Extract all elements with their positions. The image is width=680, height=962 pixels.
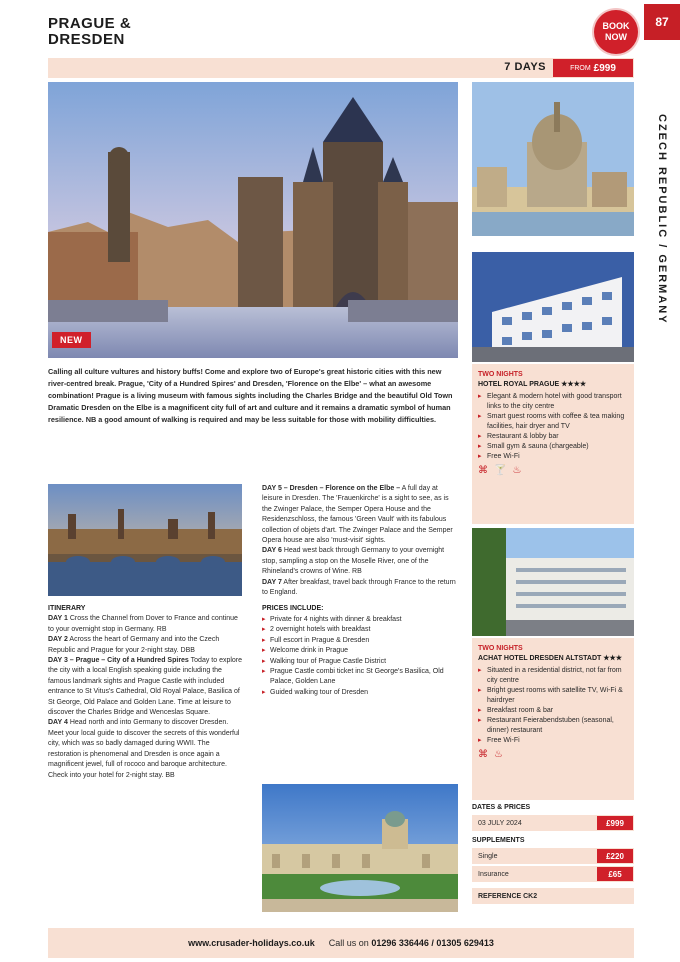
hotel1-features bbox=[478, 392, 628, 462]
hotel-royal-prague-photo bbox=[472, 252, 634, 362]
day-label: DAY 1 bbox=[48, 615, 68, 623]
call-us bbox=[329, 938, 494, 948]
price-include-item: ▸ Full escort in Prague & Dresden bbox=[262, 636, 458, 646]
day-label: DAY 6 bbox=[262, 547, 282, 555]
supplement-row bbox=[472, 866, 634, 882]
hotel-royal-prague-box bbox=[472, 364, 634, 524]
new-badge: NEW bbox=[52, 332, 91, 348]
hotel2-features bbox=[478, 666, 628, 746]
day-text: Today to explore the city with a local English speaking guide including the famous landmark sights and Prague Castle with included entrance to St Vitus's Cathedral, Old Royal Palace, Basilica of St George, Old Palace and Golden Lane. Time at leisure to discover the Charles Bridge and Wenceslas Square. bbox=[48, 657, 243, 717]
hotel2-name: ACHAT HOTEL DRESDEN ALTSTADT ★★★ bbox=[478, 655, 623, 662]
day-label: DAY 3 – Prague – City of a Hundred Spires bbox=[48, 657, 189, 665]
itinerary-day bbox=[48, 718, 244, 780]
prices-include-heading: PRICES INCLUDE: bbox=[262, 605, 324, 613]
country-side-label: CZECH REPUBLIC / GERMANY bbox=[656, 113, 668, 325]
price-include-item: ▸ Guided walking tour of Dresden bbox=[262, 688, 458, 698]
supplement-row bbox=[472, 848, 634, 864]
itinerary-day bbox=[48, 614, 244, 635]
price-from-tag bbox=[553, 59, 633, 77]
reference-code: REFERENCE CK2 bbox=[472, 888, 634, 904]
restaurant-icon: ♨ bbox=[494, 749, 503, 760]
dresden-zwinger-photo bbox=[262, 784, 458, 912]
day-text: Across the heart of Germany and into the Czech Republic and Prague for your 2-night stay. DBB bbox=[48, 636, 220, 654]
supplement-price: £220 bbox=[597, 849, 633, 863]
hotel1-feature: ▸ Small gym & sauna (chargeable) bbox=[478, 442, 628, 452]
wifi-icon: ⌘ bbox=[478, 465, 488, 476]
page-number: 87 bbox=[644, 4, 680, 40]
hotel1-nights-label: TWO NIGHTS bbox=[478, 371, 523, 378]
price-include-item: ▸ Walking tour of Prague Castle District bbox=[262, 657, 458, 667]
title-line-1: PRAGUE & bbox=[48, 15, 132, 32]
supplement-label: Insurance bbox=[478, 870, 509, 878]
day-text: After breakfast, travel back through France to the return to England. bbox=[262, 578, 456, 597]
hotel1-feature: ▸ Restaurant & lobby bar bbox=[478, 432, 628, 442]
hotel2-feature: ▸ Restaurant Feierabendstuben (seasonal, dinner) restaurant bbox=[478, 716, 628, 736]
hotel1-feature: ▸ Free Wi-Fi bbox=[478, 452, 628, 462]
supplement-price: £65 bbox=[597, 867, 633, 881]
price-from-value: £999 bbox=[593, 62, 616, 74]
itinerary-day bbox=[262, 578, 458, 599]
itinerary-day bbox=[48, 635, 244, 656]
prague-bridge-photo bbox=[48, 82, 458, 358]
title-line-2: DRESDEN bbox=[48, 31, 125, 48]
hotel2-feature: ▸ Free Wi-Fi bbox=[478, 736, 628, 746]
price-include-item: ▸ 2 overnight hotels with breakfast bbox=[262, 625, 458, 635]
itinerary-day bbox=[262, 546, 458, 577]
price-include-item: ▸ Private for 4 nights with dinner & breakfast bbox=[262, 615, 458, 625]
hotel1-feature: ▸ Smart guest rooms with coffee & tea making facilities, hair dryer and TV bbox=[478, 412, 628, 432]
dates-prices-heading: DATES & PRICES bbox=[472, 804, 531, 811]
wifi-icon: ⌘ bbox=[478, 749, 488, 760]
book-now-badge[interactable] bbox=[594, 10, 638, 54]
price-include-item: ▸ Welcome drink in Prague bbox=[262, 646, 458, 656]
day-text: Cross the Channel from Dover to France and continue to your overnight stop in Germany. RB bbox=[48, 615, 238, 633]
day-label: DAY 7 bbox=[262, 578, 282, 586]
duration-label: 7 DAYS bbox=[504, 61, 546, 73]
day-text: A full day at leisure in Dresden. The 'Frauenkirche' is a sight to see, as is the Zwinger Palace, the Semper Opera House and the Residenzschloss, the famous 'Green Vault' with its fabulous collection of objets d'art. The Zwinger Palace and the Semper Opera house are also 'must-visit' sights. bbox=[262, 485, 453, 545]
restaurant-icon: ♨ bbox=[512, 465, 522, 476]
hotel2-feature: ▸ Breakfast room & bar bbox=[478, 706, 628, 716]
itinerary-column bbox=[48, 604, 244, 781]
itinerary-heading: ITINERARY bbox=[48, 605, 86, 612]
intro-paragraph: Calling all culture vultures and history buffs! Come and explore two of Europe's great historic cities with this new river-centred break. Prague, 'City of a Hundred Spires' and Dresden, 'Florence on the Elbe' – what an awesome combination! Prague is a living museum with famous sights including the Charles Bridge and the beautiful Old Town Dramatic Dresden on the Elbe is a magnificent city full of art and culture and it remains a dramatic symbol of human resilience. NB a good amount of walking is required and may be less suitable for those with mobility difficulties. bbox=[48, 367, 453, 424]
itinerary-day bbox=[262, 484, 458, 546]
dates-prices-section bbox=[472, 804, 634, 904]
supplements-heading: SUPPLEMENTS bbox=[472, 837, 525, 844]
supplement-label: Single bbox=[478, 852, 498, 860]
day-label: DAY 5 – Dresden – Florence on the Elbe – bbox=[262, 485, 401, 492]
book-now-line-1: BOOK bbox=[602, 21, 630, 31]
date-price-row bbox=[472, 815, 634, 831]
itinerary-day bbox=[48, 656, 244, 718]
footer-bar bbox=[48, 928, 634, 958]
achat-hotel-dresden-photo bbox=[472, 528, 634, 636]
dresden-riverside-photo bbox=[48, 484, 242, 596]
duration-bar bbox=[48, 58, 634, 78]
achat-hotel-dresden-box bbox=[472, 638, 634, 800]
call-prefix: Call us on bbox=[328, 938, 369, 948]
day-text: Head north and into Germany to discover Dresden. Meet your local guide to discover the secrets of this wonderful city, which was so badly damaged during WWII. The restoration is phenomenal and Dresden is once again a magnificent jewel, full of rococo and baroque architecture. Check into your hotel for 2-night stay. BB bbox=[48, 719, 240, 779]
itinerary-continued-column bbox=[262, 484, 458, 698]
hotel1-name: HOTEL ROYAL PRAGUE ★★★★ bbox=[478, 381, 587, 388]
dresden-frauenkirche-photo bbox=[472, 82, 634, 236]
bar-icon: 🍸 bbox=[494, 465, 507, 476]
departure-price: £999 bbox=[597, 816, 633, 830]
phone-numbers[interactable]: 01296 336446 / 01305 629413 bbox=[371, 938, 494, 948]
hotel1-feature: ▸ Elegant & modern hotel with good transport links to the city centre bbox=[478, 392, 628, 412]
price-from-label: FROM bbox=[570, 64, 591, 72]
day-label: DAY 4 bbox=[48, 719, 68, 727]
prices-include-list bbox=[262, 615, 458, 698]
departure-date: 03 JULY 2024 bbox=[478, 819, 522, 827]
day-label: DAY 2 bbox=[48, 636, 68, 644]
price-include-item: ▸ Prague Castle combi ticket inc St George's Basilica, Old Palace, Golden Lane bbox=[262, 667, 458, 688]
country-side-tab bbox=[644, 80, 680, 358]
book-now-line-2: NOW bbox=[605, 32, 627, 42]
hotel2-nights-label: TWO NIGHTS bbox=[478, 645, 523, 652]
day-text: Head west back through Germany to your overnight stop, sampling a stop on the Moselle River, one of the Rhineland's crowns of Wine. RB bbox=[262, 547, 445, 576]
page-title bbox=[48, 16, 208, 48]
hotel2-feature: ▸ Bright guest rooms with satellite TV, Wi-Fi & hairdryer bbox=[478, 686, 628, 706]
hotel2-feature: ▸ Situated in a residential district, not far from city centre bbox=[478, 666, 628, 686]
website-link[interactable]: www.crusader-holidays.co.uk bbox=[188, 938, 315, 948]
